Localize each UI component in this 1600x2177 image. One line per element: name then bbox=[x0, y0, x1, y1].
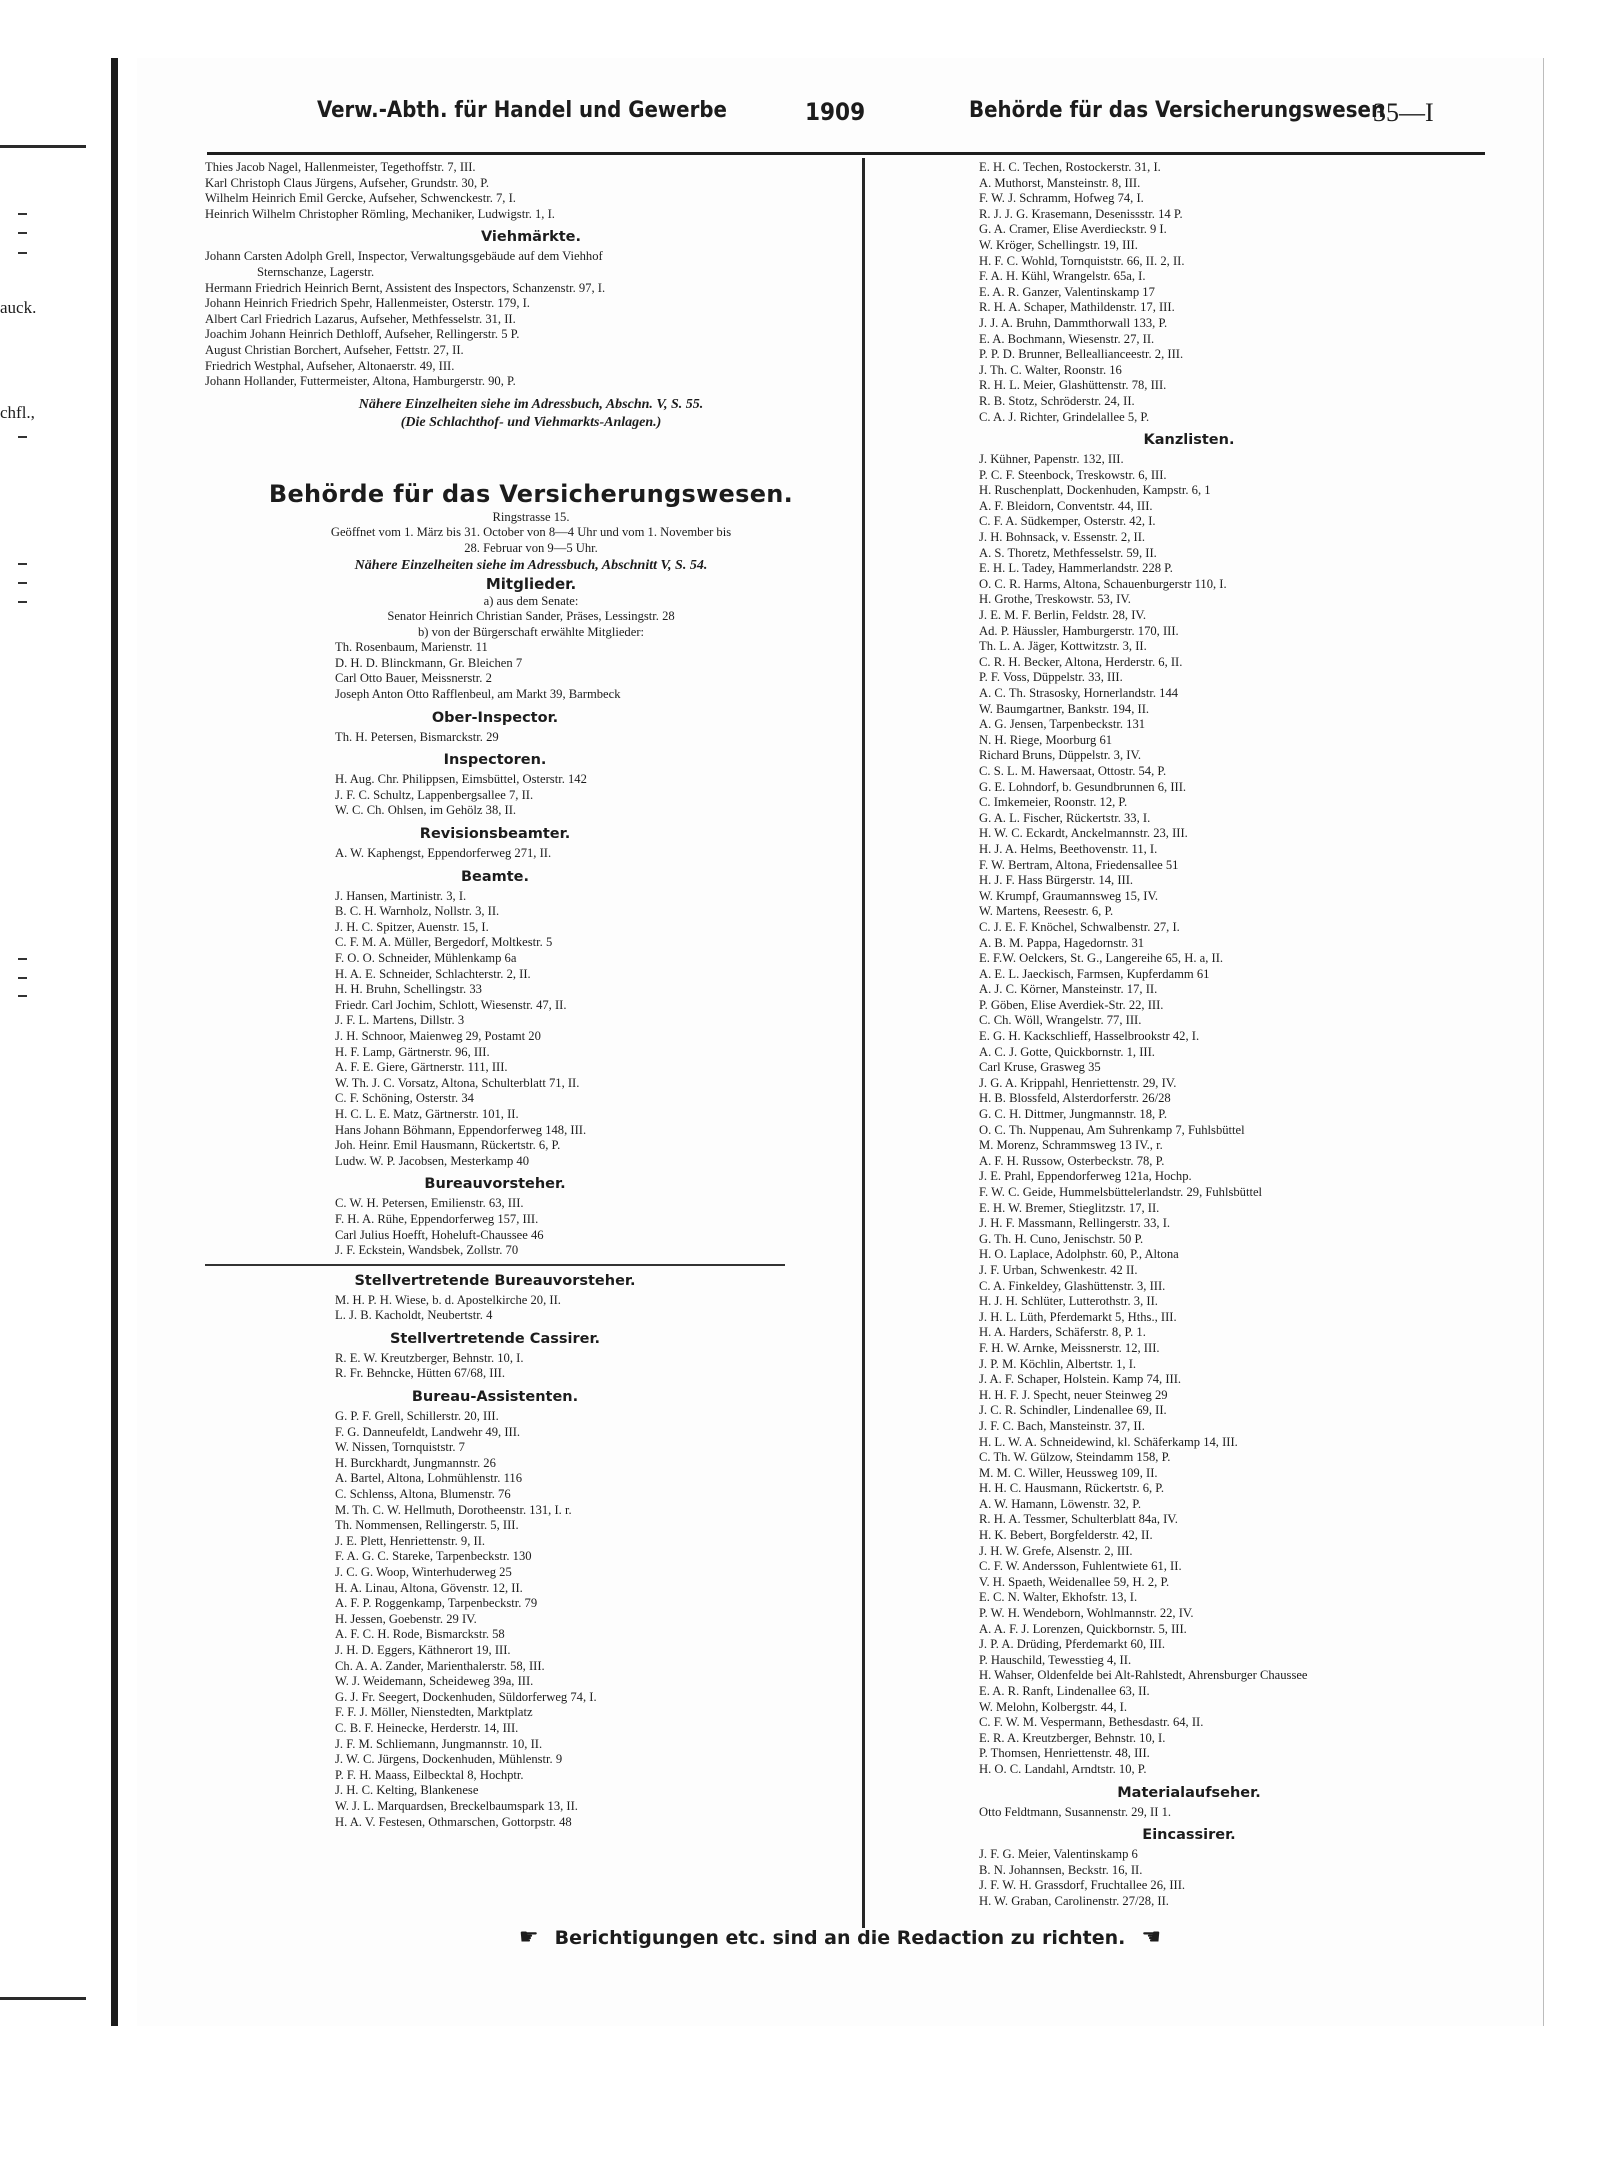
pointing-hand-icon: ☛ bbox=[518, 1925, 539, 1950]
header-authority: Behörde für das Versicherungswesen bbox=[969, 98, 1386, 123]
list-item: A. G. Jensen, Tarpenbeckstr. 131 bbox=[979, 717, 1146, 732]
list-item: F. H. A. Rühe, Eppendorferweg 157, III. bbox=[335, 1211, 539, 1226]
section-heading-kanzlisten: Kanzlisten. bbox=[1143, 432, 1235, 449]
section-heading-viehmaerkte: Viehmärkte. bbox=[480, 229, 582, 246]
list-item: H. W. Graban, Carolinenstr. 27/28, II. bbox=[979, 1893, 1169, 1908]
list-item: H. W. C. Eckardt, Anckelmannstr. 23, III. bbox=[979, 826, 1188, 841]
reference-note: (Die Schlachthof- und Viehmarkts-Anlagen.) bbox=[400, 414, 662, 430]
list-item: E. A. Bochmann, Wiesenstr. 27, II. bbox=[979, 331, 1155, 346]
list-item: J. H. W. Grefe, Alsenstr. 2, III. bbox=[979, 1543, 1133, 1558]
list-item: E. C. N. Walter, Ekhofstr. 13, I. bbox=[979, 1590, 1138, 1605]
list-item: P. Thomsen, Henriettenstr. 48, III. bbox=[979, 1746, 1150, 1761]
list-item: A. C. Th. Strasosky, Hornerlandstr. 144 bbox=[979, 686, 1179, 700]
list-item: C. R. H. Becker, Altona, Herderstr. 6, II. bbox=[979, 654, 1183, 669]
list-item: H. J. A. Helms, Beethovenstr. 11, I. bbox=[979, 841, 1158, 856]
list-item: Heinrich Wilhelm Christopher Römling, Mechaniker, Ludwigstr. 1, I. bbox=[205, 206, 555, 221]
list-item: August Christian Borchert, Aufseher, Fettstr. 27, II. bbox=[205, 342, 464, 357]
list-item: F. W. J. Schramm, Hofweg 74, I. bbox=[979, 191, 1144, 206]
page-header bbox=[137, 98, 1543, 144]
list-item: A. F. C. H. Rode, Bismarckstr. 58 bbox=[335, 1627, 505, 1642]
list-item: Thies Jacob Nagel, Hallenmeister, Tegethoffstr. 7, III. bbox=[205, 160, 476, 174]
list-item: J. Hansen, Martinistr. 3, I. bbox=[335, 888, 467, 903]
list-item: J. E. M. F. Berlin, Feldstr. 28, IV. bbox=[979, 608, 1147, 623]
list-item: W. Martens, Reesestr. 6, P. bbox=[979, 904, 1114, 919]
authority-address: Ringstrasse 15. bbox=[492, 509, 570, 524]
column-divider bbox=[862, 158, 865, 1928]
list-item: A. Muthorst, Mansteinstr. 8, III. bbox=[979, 175, 1141, 190]
list-item: J. G. A. Krippahl, Henriettenstr. 29, IV. bbox=[979, 1075, 1177, 1090]
list-item: W. Th. J. C. Vorsatz, Altona, Schulterblatt 71, II. bbox=[335, 1075, 580, 1090]
list-item: G. J. Fr. Seegert, Dockenhuden, Süldorferweg 74, I. bbox=[335, 1689, 597, 1704]
list-item: Joh. Heinr. Emil Hausmann, Rückertstr. 6, P. bbox=[335, 1138, 561, 1153]
list-item: E. H. L. Tadey, Hammerlandstr. 228 P. bbox=[979, 561, 1173, 576]
list-item: H. Jessen, Goebenstr. 29 IV. bbox=[335, 1611, 477, 1626]
list-item: Carl Otto Bauer, Meissnerstr. 2 bbox=[335, 671, 492, 686]
prev-fragment: auck. bbox=[0, 298, 37, 317]
list-item: J. H. Schnoor, Maienweg 29, Postamt 20 bbox=[335, 1028, 541, 1043]
list-item: Joachim Johann Heinrich Dethloff, Aufseher, Rellingerstr. 5 P. bbox=[205, 327, 520, 342]
list-item: P. F. Voss, Düppelstr. 33, III. bbox=[979, 670, 1123, 685]
list-item: J. H. L. Lüth, Pferdemarkt 5, Hths., III. bbox=[979, 1309, 1177, 1324]
list-item: J. C. G. Woop, Winterhuderweg 25 bbox=[335, 1565, 512, 1579]
list-item: W. Nissen, Tornquiststr. 7 bbox=[335, 1440, 465, 1455]
binding-edge bbox=[111, 58, 118, 2026]
prev-dash bbox=[18, 436, 27, 438]
list-item: Karl Christoph Claus Jürgens, Aufseher, Grundstr. 30, P. bbox=[205, 175, 490, 190]
list-item: C. A. Finkeldey, Glashüttenstr. 3, III. bbox=[979, 1278, 1166, 1293]
list-item: F. W. Bertram, Altona, Friedensallee 51 bbox=[979, 857, 1179, 872]
list-item: W. J. Weidemann, Scheideweg 39a, III. bbox=[335, 1674, 534, 1689]
list-item: C. W. H. Petersen, Emilienstr. 63, III. bbox=[335, 1196, 524, 1211]
list-item: J. P. M. Köchlin, Albertstr. 1, I. bbox=[979, 1356, 1137, 1371]
list-item: B. C. H. Warnholz, Nollstr. 3, II. bbox=[335, 904, 500, 919]
list-item: A. W. Kaphengst, Eppendorferweg 271, II. bbox=[335, 846, 552, 861]
list-item: A. S. Thoretz, Methfesselstr. 59, II. bbox=[979, 545, 1157, 560]
list-item: A. F. H. Russow, Osterbeckstr. 78, P. bbox=[979, 1153, 1165, 1168]
list-item: J. F. Eckstein, Wandsbek, Zollstr. 70 bbox=[335, 1243, 519, 1258]
list-item: J. H. C. Kelting, Blankenese bbox=[335, 1783, 479, 1798]
list-item: H. B. Blossfeld, Alsterdorferstr. 26/28 bbox=[979, 1091, 1171, 1106]
list-item: C. F. W. M. Vespermann, Bethesdastr. 64, II. bbox=[979, 1715, 1204, 1730]
list-item: H. Aug. Chr. Philippsen, Eimsbüttel, Osterstr. 142 bbox=[335, 772, 587, 787]
list-item: J. E. Plett, Henriettenstr. 9, II. bbox=[335, 1533, 486, 1548]
list-item: J. W. C. Jürgens, Dockenhuden, Mühlenstr. 9 bbox=[335, 1752, 563, 1767]
list-item: F. O. O. Schneider, Mühlenkamp 6a bbox=[335, 951, 517, 965]
prev-dash bbox=[18, 995, 27, 997]
list-item: Th. L. A. Jäger, Kottwitzstr. 3, II. bbox=[979, 639, 1147, 654]
list-item: R. H. L. Meier, Glashüttenstr. 78, III. bbox=[979, 378, 1167, 393]
header-year: 1909 bbox=[805, 98, 866, 126]
list-item: R. Fr. Behncke, Hütten 67/68, III. bbox=[335, 1366, 505, 1381]
list-item: W. Kröger, Schellingstr. 19, III. bbox=[979, 237, 1138, 252]
section-heading: Stellvertretende Bureauvorsteher. bbox=[354, 1272, 636, 1289]
list-item: H. A. Linau, Altona, Gövenstr. 12, II. bbox=[335, 1580, 523, 1595]
list-item: A. A. F. J. Lorenzen, Quickbornstr. 5, III. bbox=[979, 1621, 1187, 1636]
list-item: V. H. Spaeth, Weidenallee 59, H. 2, P. bbox=[979, 1574, 1170, 1589]
list-item: C. Schlenss, Altona, Blumenstr. 76 bbox=[335, 1487, 511, 1502]
prev-rule bbox=[0, 1997, 86, 2000]
list-item: P. P. D. Brunner, Belleallianceestr. 2, III. bbox=[979, 347, 1184, 362]
list-item: Wilhelm Heinrich Emil Gercke, Aufseher, Schwenckestr. 7, I. bbox=[205, 191, 516, 206]
list-item: Carl Kruse, Grasweg 35 bbox=[979, 1060, 1101, 1075]
pointing-hand-left-icon: ☚ bbox=[1141, 1925, 1162, 1950]
list-item: R. H. A. Schaper, Mathildenstr. 17, III. bbox=[979, 300, 1175, 315]
list-item: H. Burckhardt, Jungmannstr. 26 bbox=[335, 1455, 496, 1470]
list-item: H. Ruschenplatt, Dockenhuden, Kampstr. 6, 1 bbox=[979, 483, 1211, 498]
list-item: Friedrich Westphal, Aufseher, Altonaerstr. 49, III. bbox=[205, 358, 455, 373]
list-item: P. C. F. Steenbock, Treskowstr. 6, III. bbox=[979, 467, 1167, 482]
list-item: G. E. Lohndorf, b. Gesundbrunnen 6, III. bbox=[979, 779, 1187, 794]
right-column bbox=[979, 160, 1535, 1910]
list-item: C. F. Schöning, Osterstr. 34 bbox=[335, 1091, 474, 1106]
prev-rule bbox=[0, 145, 86, 148]
list-item: Ludw. W. P. Jacobsen, Mesterkamp 40 bbox=[335, 1153, 530, 1168]
list-item: A. B. M. Pappa, Hagedornstr. 31 bbox=[979, 935, 1145, 950]
list-item: H. A. V. Festesen, Othmarschen, Gottorpstr. 48 bbox=[335, 1814, 572, 1829]
list-item: A. Bartel, Altona, Lohmühlenstr. 116 bbox=[335, 1471, 523, 1486]
authority-title: Behörde für das Versicherungswesen. bbox=[268, 479, 794, 508]
left-top-list bbox=[205, 160, 857, 222]
list-item: H. F. C. Wohld, Tornquiststr. 66, II. 2, II. bbox=[979, 253, 1185, 268]
list-item: E. G. H. Kackschlieff, Hasselbrookstr 42, I. bbox=[979, 1029, 1200, 1044]
list-item: C. F. A. Südkemper, Osterstr. 42, I. bbox=[979, 514, 1156, 529]
list-item: F. G. Danneufeldt, Landwehr 49, III. bbox=[335, 1424, 521, 1439]
section-heading-materialaufseher: Materialaufseher. bbox=[1117, 1784, 1261, 1801]
list-item: H. O. Laplace, Adolphstr. 60, P., Altona bbox=[979, 1247, 1179, 1262]
list-item: J. C. R. Schindler, Lindenallee 69, II. bbox=[979, 1403, 1167, 1418]
list-item: J. F. M. Schliemann, Jungmannstr. 10, II. bbox=[335, 1736, 543, 1751]
list-item: J. J. A. Bruhn, Dammthorwall 133, P. bbox=[979, 315, 1168, 330]
list-item: H. J. F. Hass Bürgerstr. 14, III. bbox=[979, 873, 1134, 888]
staff-sections bbox=[205, 709, 857, 1830]
list-item: H. K. Bebert, Borgfelderstr. 42, II. bbox=[979, 1528, 1153, 1543]
list-item: Ad. P. Häussler, Hamburgerstr. 170, III. bbox=[979, 623, 1179, 638]
list-item: P. Göben, Elise Averdiek-Str. 22, III. bbox=[979, 997, 1164, 1012]
list-item: W. Melohn, Kolbergstr. 44, I. bbox=[979, 1699, 1127, 1714]
senate-label: a) aus dem Senate: bbox=[483, 593, 579, 608]
list-item: E. H. W. Bremer, Stieglitzstr. 17, II. bbox=[979, 1200, 1160, 1215]
header-page-number: 35—I bbox=[1373, 98, 1434, 127]
list-item: Joseph Anton Otto Rafflenbeul, am Markt 39, Barmbeck bbox=[335, 687, 621, 702]
list-item: H. Wahser, Oldenfelde bei Alt-Rahlstedt, Ahrensburger Chaussee bbox=[979, 1668, 1308, 1683]
prev-dash bbox=[18, 252, 27, 254]
header-department: Verw.-Abth. für Handel und Gewerbe bbox=[317, 98, 727, 123]
section-heading: Ober-Inspector. bbox=[431, 709, 559, 726]
list-item: R. E. W. Kreutzberger, Behnstr. 10, I. bbox=[335, 1350, 524, 1365]
list-item: W. Baumgartner, Bankstr. 194, II. bbox=[979, 701, 1150, 716]
prev-dash bbox=[18, 582, 27, 584]
list-item: Otto Feldtmann, Susannenstr. 29, II 1. bbox=[979, 1804, 1172, 1819]
right-top-list bbox=[979, 160, 1535, 425]
reference-note: Nähere Einzelheiten siehe im Adressbuch, Abschn. V, S. 55. bbox=[358, 396, 704, 412]
list-item: P. Hauschild, Tewesstieg 4, II. bbox=[979, 1652, 1132, 1667]
list-item: J. F. L. Martens, Dillstr. 3 bbox=[335, 1013, 465, 1028]
list-item: C. F. M. A. Müller, Bergedorf, Moltkestr. 5 bbox=[335, 935, 553, 950]
list-item: F. W. C. Geide, Hummelsbüttelerlandstr. 29, Fuhlsbüttel bbox=[979, 1185, 1263, 1199]
list-item: E. A. R. Ganzer, Valentinskamp 17 bbox=[979, 284, 1155, 299]
list-item: F. A. G. C. Stareke, Tarpenbeckstr. 130 bbox=[335, 1549, 532, 1564]
list-item: F. F. J. Möller, Nienstedten, Marktplatz bbox=[335, 1705, 533, 1720]
list-item: Richard Bruns, Düppelstr. 3, IV. bbox=[979, 748, 1142, 763]
list-item: J. P. A. Drüding, Pferdemarkt 60, III. bbox=[979, 1637, 1166, 1652]
list-item: O. C. Th. Nuppenau, Am Suhrenkamp 7, Fuhlsbüttel bbox=[979, 1122, 1245, 1137]
list-item: R. B. Stotz, Schröderstr. 24, II. bbox=[979, 393, 1135, 408]
viehmaerkte-list bbox=[205, 249, 857, 389]
list-item: J. A. F. Schaper, Holstein. Kamp 74, III. bbox=[979, 1372, 1182, 1387]
list-item: J. Th. C. Walter, Roonstr. 16 bbox=[979, 362, 1122, 377]
list-item: R. J. J. G. Krasemann, Desenissstr. 14 P. bbox=[979, 206, 1183, 221]
list-item: H. J. H. Schlüter, Lutterothstr. 3, II. bbox=[979, 1294, 1158, 1309]
section-rule bbox=[205, 1264, 785, 1266]
list-item: C. Ch. Wöll, Wrangelstr. 77, III. bbox=[979, 1013, 1142, 1028]
prev-dash bbox=[18, 563, 27, 565]
list-item: A. C. J. Gotte, Quickbornstr. 1, III. bbox=[979, 1044, 1155, 1059]
list-item: F. A. H. Kühl, Wrangelstr. 65a, I. bbox=[979, 269, 1146, 284]
prev-fragment: chfl., bbox=[0, 403, 35, 422]
list-item: Sternschanze, Lagerstr. bbox=[257, 264, 375, 279]
list-item: H. C. L. E. Matz, Gärtnerstr. 101, II. bbox=[335, 1106, 519, 1121]
page-footer bbox=[137, 1925, 1543, 1950]
list-item: M. Morenz, Schrammsweg 13 IV., r. bbox=[979, 1138, 1163, 1153]
section-heading: Revisionsbeamter. bbox=[419, 826, 571, 843]
prev-dash bbox=[18, 213, 27, 215]
list-item: O. C. R. Harms, Altona, Schauenburgerstr 110, I. bbox=[979, 576, 1227, 591]
list-item: Th. Nommensen, Rellingerstr. 5, III. bbox=[335, 1518, 519, 1533]
list-item: J. H. Bohnsack, v. Essenstr. 2, II. bbox=[979, 530, 1146, 545]
list-item: C. J. E. F. Knöchel, Schwalbenstr. 27, I. bbox=[979, 919, 1180, 934]
opening-hours: Geöffnet vom 1. März bis 31. October von 8—4 Uhr und vom 1. November bis bbox=[330, 525, 732, 540]
list-item: H. L. W. A. Schneidewind, kl. Schäferkamp 14, III. bbox=[979, 1434, 1238, 1449]
list-item: Friedr. Carl Jochim, Schlott, Wiesenstr. 47, II. bbox=[335, 997, 567, 1012]
previous-page-strip bbox=[0, 58, 110, 2026]
list-item: J. F. W. H. Grassdorf, Fruchtallee 26, III. bbox=[979, 1878, 1186, 1893]
directory-page bbox=[137, 58, 1544, 2026]
members-heading: Mitglieder. bbox=[485, 574, 577, 593]
list-item: J. F. C. Schultz, Lappenbergsallee 7, II. bbox=[335, 787, 534, 802]
list-item: Hermann Friedrich Heinrich Bernt, Assistent des Inspectors, Schanzenstr. 97, I. bbox=[205, 280, 606, 295]
list-item: B. N. Johannsen, Beckstr. 16, II. bbox=[979, 1862, 1143, 1877]
list-item: H. F. Lamp, Gärtnerstr. 96, III. bbox=[335, 1044, 490, 1059]
list-item: D. H. D. Blinckmann, Gr. Bleichen 7 bbox=[335, 655, 523, 670]
list-item: G. C. H. Dittmer, Jungmannstr. 18, P. bbox=[979, 1107, 1168, 1122]
list-item: R. H. A. Tessmer, Schulterblatt 84a, IV. bbox=[979, 1512, 1178, 1527]
prev-dash bbox=[18, 958, 27, 960]
footer-notice: Berichtigungen etc. sind an die Redaction zu richten. bbox=[554, 1927, 1126, 1949]
list-item: H. A. Harders, Schäferstr. 8, P. 1. bbox=[979, 1325, 1146, 1340]
list-item: H. H. F. J. Specht, neuer Steinweg 29 bbox=[979, 1387, 1168, 1402]
list-item: Senator Heinrich Christian Sander, Präses, Lessingstr. 28 bbox=[387, 609, 675, 624]
list-item: W. J. L. Marquardsen, Breckelbaumspark 13, II. bbox=[335, 1798, 578, 1813]
list-item: J. H. F. Massmann, Rellingerstr. 33, I. bbox=[979, 1216, 1171, 1231]
list-item: C. Imkemeier, Roonstr. 12, P. bbox=[979, 795, 1128, 810]
list-item: Th. Rosenbaum, Marienstr. 11 bbox=[335, 640, 488, 655]
list-item: P. W. H. Wendeborn, Wohlmannstr. 22, IV. bbox=[979, 1606, 1194, 1621]
list-item: Johann Hollander, Futtermeister, Altona, Hamburgerstr. 90, P. bbox=[205, 374, 516, 389]
list-item: H. Grothe, Treskowstr. 53, IV. bbox=[979, 592, 1131, 607]
list-item: C. S. L. M. Hawersaat, Ottostr. 54, P. bbox=[979, 763, 1167, 778]
list-item: H. H. C. Hausmann, Rückertstr. 6, P. bbox=[979, 1481, 1165, 1496]
left-column bbox=[205, 160, 857, 1830]
opening-hours: 28. Februar von 9—5 Uhr. bbox=[464, 540, 598, 555]
list-item: Th. H. Petersen, Bismarckstr. 29 bbox=[335, 729, 499, 744]
list-item: E. F.W. Oelckers, St. G., Langereihe 65, H. a, II. bbox=[979, 951, 1224, 966]
prev-dash bbox=[18, 601, 27, 603]
list-item: J. F. C. Bach, Mansteinstr. 37, II. bbox=[979, 1418, 1145, 1433]
list-item: E. H. C. Techen, Rostockerstr. 31, I. bbox=[979, 160, 1161, 174]
list-item: Johann Heinrich Friedrich Spehr, Hallenmeister, Osterstr. 179, I. bbox=[205, 296, 530, 311]
kanzlisten-list bbox=[979, 452, 1535, 1777]
list-item: C. F. W. Andersson, Fuhlentwiete 61, II. bbox=[979, 1559, 1182, 1574]
list-item: F. H. W. Arnke, Meissnerstr. 12, III. bbox=[979, 1340, 1160, 1355]
list-item: L. J. B. Kacholdt, Neubertstr. 4 bbox=[335, 1308, 493, 1323]
list-item: A. J. C. Körner, Mansteinstr. 17, II. bbox=[979, 982, 1158, 997]
list-item: J. F. G. Meier, Valentinskamp 6 bbox=[979, 1847, 1138, 1862]
list-item: E. A. R. Ranft, Lindenallee 63, II. bbox=[979, 1684, 1150, 1698]
list-item: J. H. D. Eggers, Käthnerort 19, III. bbox=[335, 1642, 511, 1657]
section-heading: Stellvertretende Cassirer. bbox=[389, 1330, 601, 1347]
list-item: G. Th. H. Cuno, Jenischstr. 50 P. bbox=[979, 1231, 1144, 1246]
list-item: Albert Carl Friedrich Lazarus, Aufseher, Methfesselstr. 31, II. bbox=[205, 311, 516, 326]
list-item: A. F. E. Giere, Gärtnerstr. 111, III. bbox=[335, 1060, 508, 1075]
eincassirer-list bbox=[979, 1847, 1535, 1909]
list-item: A. W. Hamann, Löwenstr. 32, P. bbox=[979, 1496, 1141, 1511]
list-item: A. F. P. Roggenkamp, Tarpenbeckstr. 79 bbox=[335, 1596, 538, 1611]
section-heading: Bureauvorsteher. bbox=[424, 1176, 566, 1193]
list-item: A. F. Bleidorn, Conventstr. 44, III. bbox=[979, 498, 1153, 513]
list-item: P. F. H. Maass, Eilbecktal 8, Hochptr. bbox=[335, 1767, 524, 1782]
list-item: C. Th. W. Gülzow, Steindamm 158, P. bbox=[979, 1450, 1171, 1465]
list-item: J. F. Urban, Schwenkestr. 42 II. bbox=[979, 1262, 1138, 1277]
list-item: A. E. L. Jaeckisch, Farmsen, Kupferdamm 61 bbox=[979, 966, 1210, 981]
list-item: N. H. Riege, Moorburg 61 bbox=[979, 732, 1113, 747]
list-item: Ch. A. A. Zander, Marienthalerstr. 58, III. bbox=[335, 1658, 545, 1673]
list-item: W. Krumpf, Graumannsweg 15, IV. bbox=[979, 888, 1159, 903]
list-item: M. M. C. Willer, Heussweg 109, II. bbox=[979, 1465, 1158, 1480]
list-item: C. A. J. Richter, Grindelallee 5, P. bbox=[979, 409, 1150, 424]
list-item: E. R. A. Kreutzberger, Behnstr. 10, I. bbox=[979, 1730, 1166, 1745]
list-item: H. O. C. Landahl, Arndtstr. 10, P. bbox=[979, 1761, 1147, 1776]
section-heading-eincassirer: Eincassirer. bbox=[1142, 1827, 1236, 1844]
list-item: W. C. Ch. Ohlsen, im Gehölz 38, II. bbox=[335, 803, 517, 818]
section-heading: Inspectoren. bbox=[443, 752, 547, 769]
list-item: M. Th. C. W. Hellmuth, Dorotheenstr. 131, I. r. bbox=[335, 1502, 572, 1517]
list-item: J. Kühner, Papenstr. 132, III. bbox=[979, 452, 1124, 467]
section-heading: Bureau-Assistenten. bbox=[411, 1389, 579, 1406]
list-item: H. A. E. Schneider, Schlachterstr. 2, II. bbox=[335, 966, 531, 981]
reference-note: Nähere Einzelheiten siehe im Adressbuch, Abschnitt V, S. 54. bbox=[354, 557, 708, 573]
list-item: G. P. F. Grell, Schillerstr. 20, III. bbox=[335, 1409, 499, 1424]
list-item: Hans Johann Böhmann, Eppendorferweg 148, III. bbox=[335, 1122, 587, 1137]
list-item: G. A. Cramer, Elise Averdieckstr. 9 I. bbox=[979, 222, 1167, 237]
header-rule bbox=[207, 152, 1485, 155]
list-item: J. H. C. Spitzer, Auenstr. 15, I. bbox=[335, 919, 489, 934]
list-item: H. H. Bruhn, Schellingstr. 33 bbox=[335, 982, 482, 997]
section-heading: Beamte. bbox=[460, 868, 530, 885]
parliament-members-list bbox=[205, 640, 857, 702]
parliament-label: b) von der Bürgerschaft erwählte Mitglieder: bbox=[417, 624, 645, 639]
list-item: G. A. L. Fischer, Rückertstr. 33, I. bbox=[979, 810, 1151, 825]
list-item: Carl Julius Hoefft, Hoheluft-Chaussee 46 bbox=[335, 1227, 544, 1242]
prev-dash bbox=[18, 977, 27, 979]
list-item: J. E. Prahl, Eppendorferweg 121a, Hochp. bbox=[979, 1169, 1192, 1184]
list-item: C. B. F. Heinecke, Herderstr. 14, III. bbox=[335, 1720, 519, 1735]
list-item: Johann Carsten Adolph Grell, Inspector, Verwaltungsgebäude auf dem Viehhof bbox=[205, 249, 603, 264]
prev-dash bbox=[18, 232, 27, 234]
list-item: M. H. P. H. Wiese, b. d. Apostelkirche 20, II. bbox=[335, 1292, 561, 1307]
